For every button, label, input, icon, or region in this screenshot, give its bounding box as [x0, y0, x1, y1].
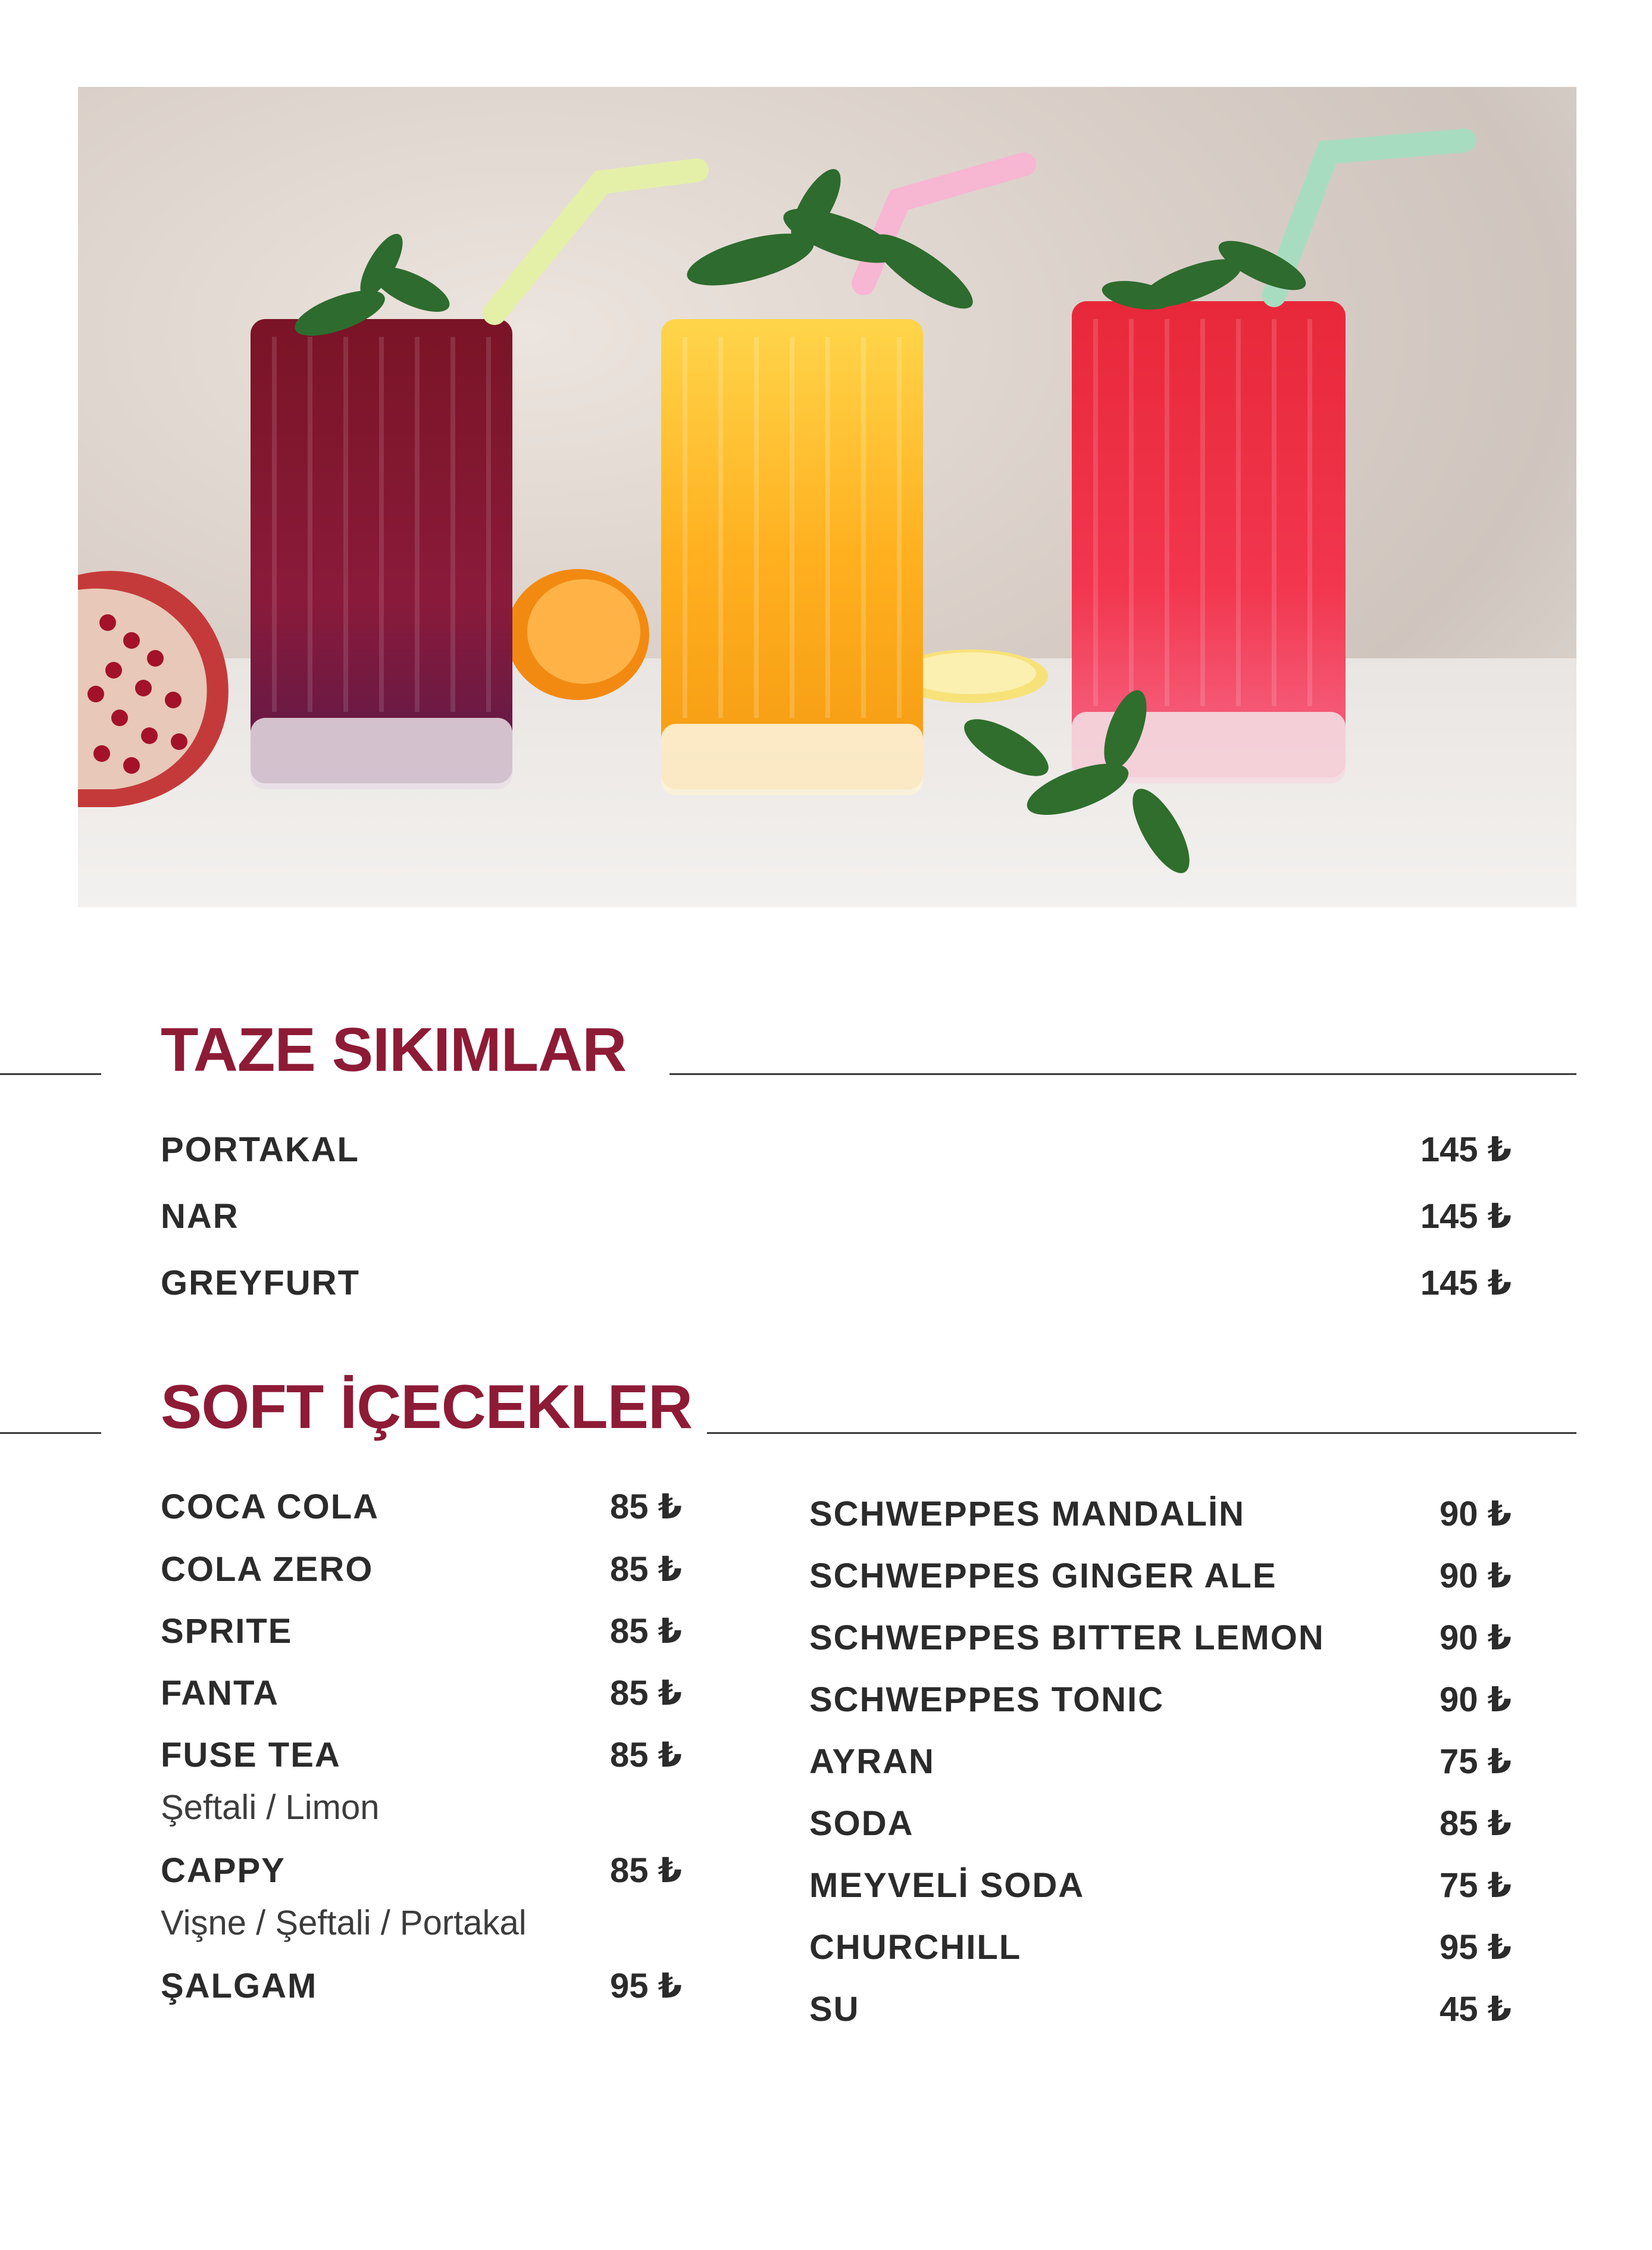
- menu-item-price: 85 ₺: [610, 1674, 682, 1712]
- section-title-soft: SOFT İÇECEKLER: [161, 1373, 693, 1442]
- menu-item-price: 145 ₺: [1420, 1197, 1512, 1236]
- menu-item-price: 145 ₺: [1420, 1264, 1512, 1302]
- menu-item-price: 85 ₺: [610, 1550, 682, 1589]
- menu-item-price: 85 ₺: [610, 1851, 682, 1890]
- menu-item-price: 85 ₺: [610, 1736, 682, 1774]
- divider-right: [707, 1432, 1576, 1434]
- menu-item-price: 85 ₺: [610, 1488, 682, 1526]
- menu-item-price: 75 ₺: [1440, 1742, 1512, 1781]
- section-title-taze: TAZE SIKIMLAR: [161, 1015, 627, 1085]
- menu-item-name: COCA COLA: [161, 1488, 380, 1526]
- menu-item-description: Şeftali / Limon: [161, 1788, 380, 1827]
- drinks-illustration: [78, 87, 1576, 907]
- menu-item-description: Vişne / Şeftali / Portakal: [161, 1904, 527, 1942]
- divider-left: [0, 1073, 101, 1075]
- menu-item-price: 95 ₺: [610, 1967, 682, 2005]
- menu-item-name: SCHWEPPES BITTER LEMON: [809, 1618, 1325, 1657]
- menu-item-name: CHURCHILL: [809, 1928, 1022, 1967]
- menu-item-name: SPRITE: [161, 1612, 293, 1651]
- menu-item-name: SODA: [809, 1804, 914, 1843]
- menu-item-name: PORTAKAL: [161, 1130, 359, 1169]
- menu-item-price: 90 ₺: [1440, 1495, 1512, 1533]
- menu-item-price: 85 ₺: [1440, 1804, 1512, 1843]
- divider-right: [669, 1073, 1576, 1075]
- menu-item-price: 45 ₺: [1440, 1990, 1512, 2029]
- menu-item-price: 90 ₺: [1440, 1557, 1512, 1595]
- menu-item-price: 75 ₺: [1440, 1866, 1512, 1905]
- menu-item-name: CAPPY: [161, 1851, 286, 1890]
- menu-item-price: 95 ₺: [1440, 1928, 1512, 1967]
- menu-item-name: SCHWEPPES MANDALİN: [809, 1495, 1246, 1533]
- menu-item-price: 90 ₺: [1440, 1680, 1512, 1719]
- divider-left: [0, 1432, 101, 1434]
- menu-item-name: NAR: [161, 1197, 239, 1236]
- drinks-photo: [78, 87, 1576, 907]
- menu-item-price: 145 ₺: [1420, 1130, 1512, 1169]
- menu-item-name: COLA ZERO: [161, 1550, 374, 1589]
- menu-item-name: GREYFURT: [161, 1264, 360, 1302]
- menu-item-name: ŞALGAM: [161, 1967, 318, 2005]
- menu-item-name: FUSE TEA: [161, 1736, 341, 1774]
- menu-item-price: 90 ₺: [1440, 1618, 1512, 1657]
- menu-item-name: SCHWEPPES TONIC: [809, 1680, 1165, 1719]
- menu-item-price: 85 ₺: [610, 1612, 682, 1651]
- menu-item-name: AYRAN: [809, 1742, 935, 1781]
- menu-item-name: SCHWEPPES GINGER ALE: [809, 1557, 1277, 1595]
- menu-item-name: FANTA: [161, 1674, 280, 1712]
- menu-item-name: SU: [809, 1990, 860, 2029]
- menu-item-name: MEYVELİ SODA: [809, 1866, 1085, 1905]
